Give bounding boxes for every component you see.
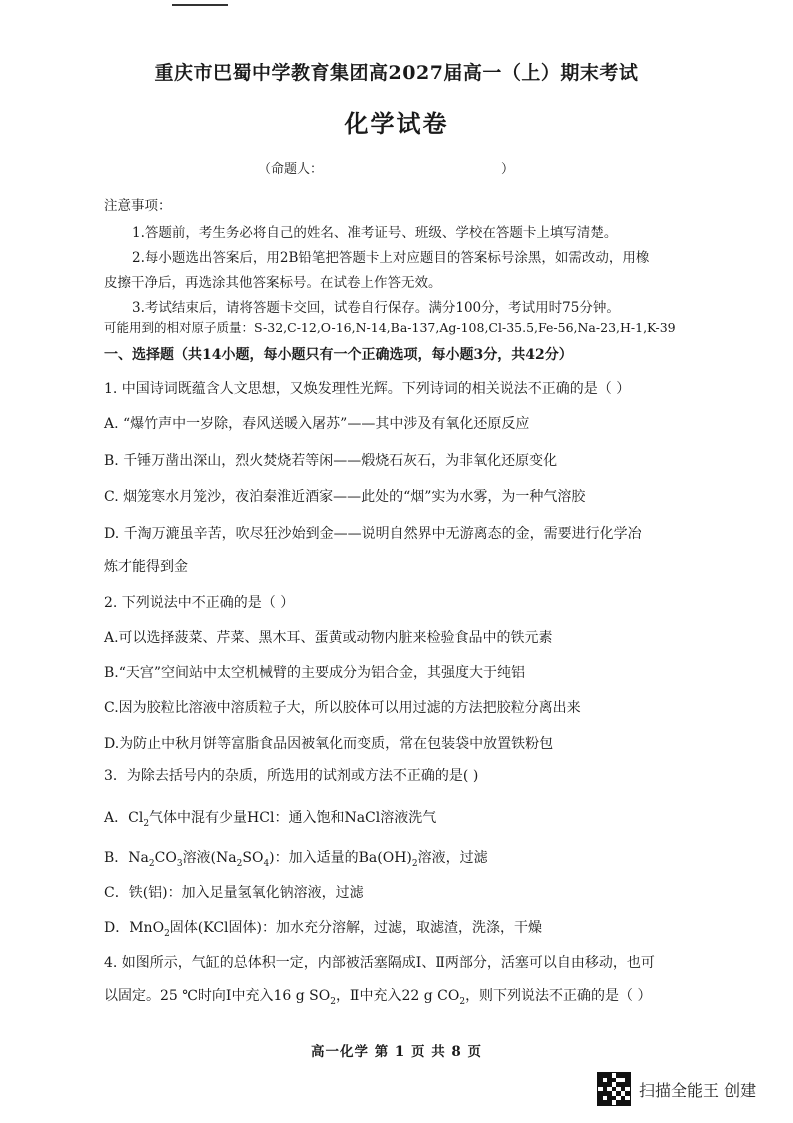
exam-title: 重庆市巴蜀中学教育集团高2027届高一（上）期末考试 <box>154 62 639 84</box>
notice-item-1: 1.答题前，考生务必将自己的姓名、准考证号、班级、学校在答题卡上填写清楚。 <box>132 225 618 241</box>
q4-line-2: 以固定。25 ℃时向Ⅰ中充入16 g $SO_2$，Ⅱ中充入22 g $CO_2$，则下列说法不正确的是（ ） <box>104 988 652 1007</box>
author-close: ） <box>501 162 515 177</box>
q1-option-c: C. 烟笼寒水月笼沙，夜泊秦淮近酒家——此处的“烟”实为水雾，为一种气溶胶 <box>104 489 586 505</box>
notice-item-3: 3.考试结束后，请将答题卡交回，试卷自行保存。满分100分，考试用时75分钟。 <box>132 300 620 316</box>
exam-subject: 化学试卷 <box>344 109 449 138</box>
q2-option-a: A.可以选择菠菜、芹菜、黑木耳、蛋黄或动物内脏来检验食品中的铁元素 <box>104 630 553 646</box>
qr-code-icon <box>597 1072 631 1106</box>
section-1-heading: 一、选择题（共14小题，每小题只有一个正确选项，每小题3分，共42分） <box>104 347 573 363</box>
scan-label: 扫描全能王 创建 <box>639 1080 757 1100</box>
top-mark <box>172 4 228 6</box>
q2-option-b: B.“天宫”空间站中太空机械臂的主要成分为铝合金，其强度大于纯铝 <box>104 665 526 681</box>
q2-option-c: C.因为胶粒比溶液中溶质粒子大，所以胶体可以用过滤的方法把胶粒分离出来 <box>104 700 581 716</box>
q1-option-a: A. “爆竹声中一岁除，春风送暖入屠苏”——其中涉及有氧化还原反应 <box>104 416 530 432</box>
q3-option-c: C．铁(铝)：加入足量氢氧化钠溶液，过滤 <box>104 885 364 901</box>
author-label: （命题人： <box>258 162 324 177</box>
scanner-watermark <box>597 1072 756 1106</box>
q3-option-a: A．$Cl_2$气体中混有少量HCl：通入饱和NaCl溶液洗气 <box>104 810 437 829</box>
notice-item-2-line-1: 2.每小题选出答案后，用2B铅笔把答题卡上对应题目的答案标号涂黑，如需改动，用橡 <box>132 250 650 266</box>
q3-option-d: D．MnO$_2$固体(KCl固体)：加水充分溶解，过滤，取滤渣，洗涤，干燥 <box>104 920 542 939</box>
q1-option-b: B. 千锤万凿出深山，烈火焚烧若等闲——煅烧石灰石，为非氧化还原变化 <box>104 453 558 469</box>
author-line <box>258 158 515 177</box>
q1-option-d-line-2: 炼才能得到金 <box>104 559 188 575</box>
page-footer: 高一化学 第 1 页 共 8 页 <box>311 1044 482 1060</box>
q4-line-1: 4. 如图所示，气缸的总体积一定，内部被活塞隔成Ⅰ、Ⅱ两部分，活塞可以自由移动，也可 <box>104 955 655 971</box>
q1-option-d-line-1: D. 千淘万漉虽辛苦，吹尽狂沙始到金——说明自然界中无游离态的金，需要进行化学冶 <box>104 526 642 542</box>
q2-option-d: D.为防止中秋月饼等富脂食品因被氧化而变质，常在包装袋中放置铁粉包 <box>104 736 554 752</box>
q3-option-b: B．$Na_2CO_3$溶液$(Na_2SO_4)$：加入适量的$Ba(OH)_2$溶液，过滤 <box>104 850 488 869</box>
q2-stem: 2. 下列说法中不正确的是（ ） <box>104 595 295 611</box>
atomic-mass-line: 可能用到的相对原子质量：S-32,C-12,O-16,N-14,Ba-137,Ag-108,Cl-35.5,Fe-56,Na-23,H-1,K-39 <box>104 320 676 335</box>
notice-heading: 注意事项： <box>104 198 172 214</box>
notice-item-2-line-2: 皮擦干净后，再选涂其他答案标号。在试卷上作答无效。 <box>104 275 442 291</box>
q3-stem: 3．为除去括号内的杂质，所选用的试剂或方法不正确的是( ) <box>104 768 479 784</box>
q1-stem: 1. 中国诗词既蕴含人文思想，又焕发理性光辉。下列诗词的相关说法不正确的是（ ） <box>104 381 631 397</box>
